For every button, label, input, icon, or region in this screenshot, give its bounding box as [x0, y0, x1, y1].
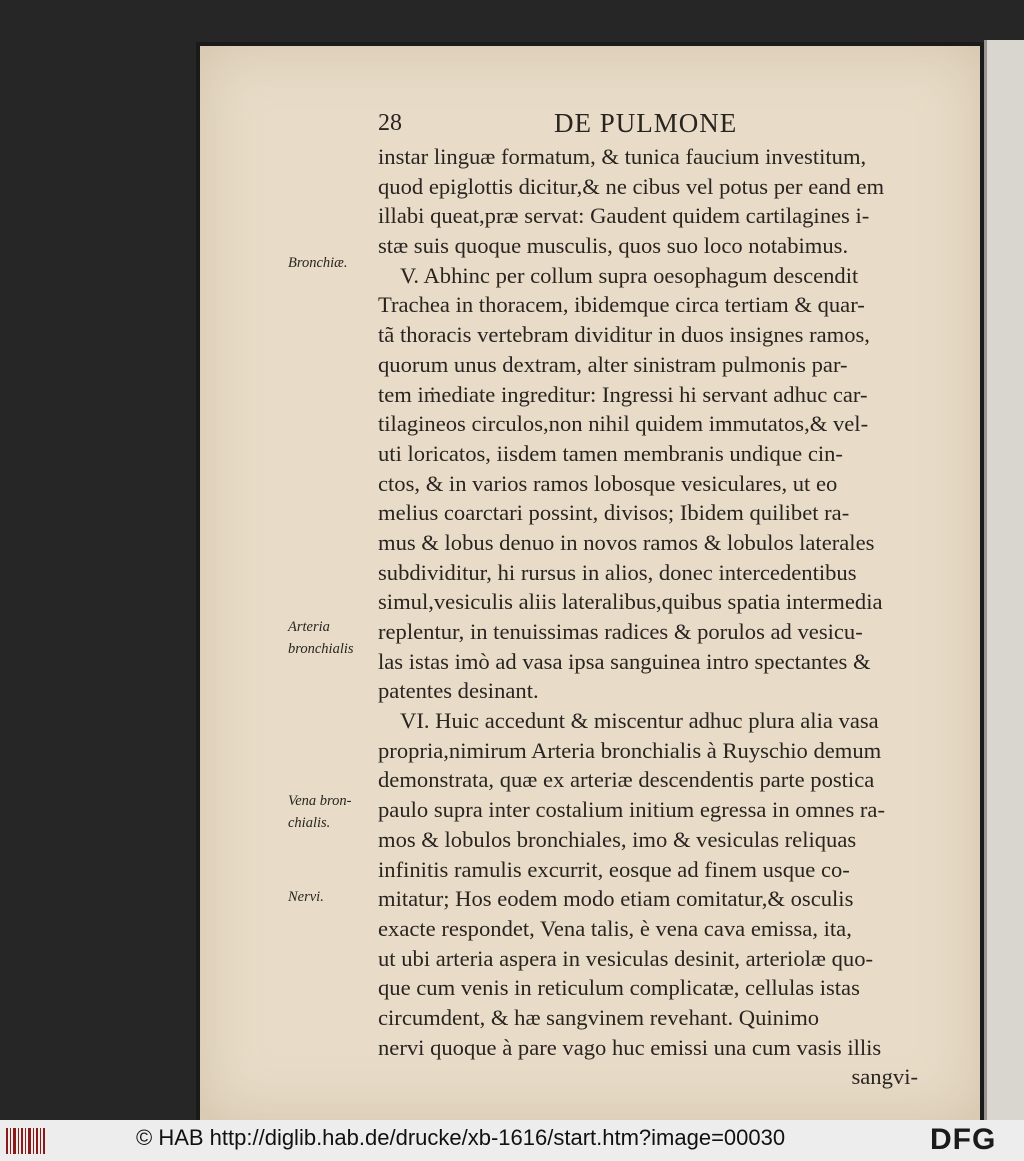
margin-note-nervi: Nervi.	[288, 889, 324, 905]
text-line: demonstrata, quæ ex arteriæ descendentis parte postica	[378, 767, 875, 793]
text-line: nervi quoque à pare vago huc emissi una cum vasis illis	[378, 1034, 882, 1060]
text-line: infinitis ramulis excurrit, eosque ad finem usque co-	[378, 856, 850, 882]
text-line: tã thoracis vertebram dividitur in duos insignes ramos,	[378, 322, 870, 348]
margin-note-arteria-bronchialis: Arteria bronchialis	[288, 619, 354, 657]
next-page-edge	[984, 40, 1024, 1120]
text-line: subdividitur, hi rursus in alios, donec intercedentibus	[378, 559, 857, 585]
text-line: quorum unus dextram, alter sinistram pulmonis par-	[378, 351, 848, 377]
margin-note-vena-bronchialis: Vena bron- chialis.	[288, 793, 352, 831]
text-line: patentes desinant.	[378, 678, 539, 704]
text-line: exacte respondet, Vena talis, è vena cava emissa, ita,	[378, 915, 852, 941]
text-line: mitatur; Hos eodem modo etiam comitatur,& osculis	[378, 886, 854, 912]
text-line: quod epiglottis dicitur,& ne cibus vel potus per eand em	[378, 173, 885, 199]
text-line: paulo supra inter costalium initium egressa in omnes ra-	[378, 797, 885, 823]
text-line: stæ suis quoque musculis, quos suo loco notabimus.	[378, 233, 849, 259]
running-title: DE PULMONE	[554, 108, 738, 138]
text-line: tem iṁediate ingreditur: Ingressi hi servant adhuc car-	[378, 381, 868, 407]
text-line: uti loricatos, iisdem tamen membranis undique cin-	[378, 440, 843, 466]
text-line: ut ubi arteria aspera in vesiculas desinit, arteriolæ quo-	[378, 945, 874, 971]
body-text	[378, 142, 918, 1092]
text-line: VI. Huic accedunt & miscentur adhuc plura alia vasa	[400, 708, 879, 734]
text-line: circumdent, & hæ sangvinem revehant. Quinimo	[378, 1004, 820, 1030]
text-line: instar linguæ formatum, & tunica faucium investitum,	[378, 144, 867, 169]
page-number: 28	[378, 110, 402, 136]
text-line: mus & lobus denuo in novos ramos & lobulos laterales	[378, 529, 875, 555]
text-line: las istas imò ad vasa ipsa sanguinea intro spectantes &	[378, 648, 871, 674]
catchword: sangvi-	[851, 1064, 918, 1090]
dfg-logo: DFG	[930, 1123, 997, 1156]
text-line: mos & lobulos bronchiales, imo & vesiculas reliquas	[378, 826, 857, 852]
text-line: replentur, in tenuissimas radices & porulos ad vesicu-	[378, 619, 863, 644]
text-line: simul,vesiculis aliis lateralibus,quibus spatia intermedia	[378, 589, 883, 615]
text-line: V. Abhinc per collum supra oesophagum descendit	[400, 262, 859, 288]
text-line: tilagineos circulos,non nihil quidem immutatos,& vel-	[378, 411, 869, 437]
text-line: propria,nimirum Arteria bronchialis à Ruyschio demum	[378, 737, 882, 763]
text-line: que cum venis in reticulum complicatæ, cellulas istas	[378, 975, 860, 1001]
text-line: melius coarctari possint, divisos; Ibidem quilibet ra-	[378, 500, 850, 526]
page-header	[378, 108, 918, 142]
barcode-icon	[6, 1128, 46, 1154]
text-line: illabi queat,præ servat: Gaudent quidem cartilagines i-	[378, 203, 870, 229]
copyright-link[interactable]: © HAB http://diglib.hab.de/drucke/xb-1616/start.htm?image=00030	[136, 1125, 786, 1150]
margin-note-bronchiae: Bronchiæ.	[288, 255, 348, 271]
text-line: ctos, & in varios ramos lobosque vesiculares, ut eo	[378, 470, 838, 496]
text-line: Trachea in thoracem, ibidemque circa tertiam & quar-	[378, 292, 865, 318]
